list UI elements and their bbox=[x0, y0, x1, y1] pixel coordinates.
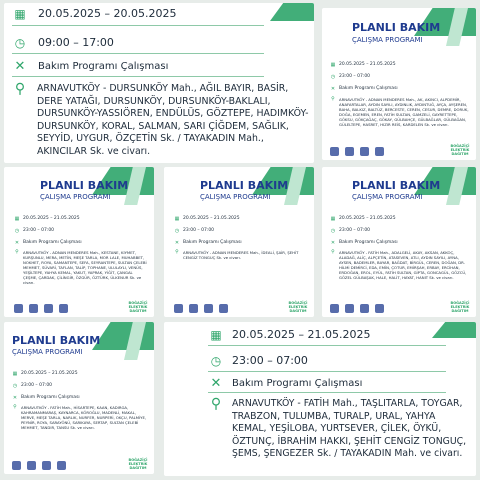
decor-stripe bbox=[270, 3, 314, 21]
card-title: PLANLI BAKIM bbox=[352, 21, 441, 34]
phone-icon bbox=[27, 461, 36, 470]
date-row bbox=[330, 62, 396, 68]
time-text: 23:00 – 07:00 bbox=[339, 74, 371, 79]
work-text: Bakım Programı Çalışması bbox=[23, 240, 82, 245]
phone-icon bbox=[345, 304, 354, 313]
x-icon bbox=[59, 304, 68, 313]
date-text: 20.05.2025 – 21.05.2025 bbox=[21, 371, 78, 376]
social-icons bbox=[330, 147, 384, 156]
phone-icon bbox=[29, 304, 38, 313]
address-text: ARNAVUTKÖY - ADNAN MENDERES Mah., İDEALİ, ŞAİR, ŞEHİT CENGİZ TONGUÇ Sk. ve civarı. bbox=[183, 250, 299, 260]
social-icons bbox=[14, 304, 68, 313]
card-title: PLANLI BAKIM bbox=[352, 179, 441, 192]
card-middle-left bbox=[4, 167, 154, 317]
date-row bbox=[12, 371, 78, 377]
card-subtitle: ÇALIŞMA PROGRAMI bbox=[12, 348, 83, 356]
tools-icon: ✕ bbox=[14, 240, 20, 246]
facebook-icon bbox=[360, 147, 369, 156]
time-row bbox=[12, 383, 52, 389]
work-row bbox=[12, 59, 168, 74]
globe-icon bbox=[14, 304, 23, 313]
calendar-icon: ▦ bbox=[14, 7, 26, 21]
work-text: Bakım Programı Çalışması bbox=[38, 61, 169, 72]
phone-icon bbox=[345, 147, 354, 156]
card-large-bottom bbox=[164, 322, 476, 476]
work-text: Bakım Programı Çalışması bbox=[21, 395, 80, 400]
social-icons bbox=[330, 304, 384, 313]
social-icons bbox=[12, 461, 66, 470]
map-pin-icon: ⚲ bbox=[210, 396, 222, 412]
date-text: 20.05.2025 – 21.05.2025 bbox=[23, 216, 80, 221]
divider bbox=[12, 25, 264, 26]
decor-stripe bbox=[432, 322, 476, 338]
tools-icon: ✕ bbox=[210, 376, 222, 391]
map-pin-icon: ⚲ bbox=[175, 249, 179, 255]
time-text: 23:00 – 07:00 bbox=[339, 228, 371, 233]
facebook-icon bbox=[204, 304, 213, 313]
date-text: 20.05.2025 – 21.05.2025 bbox=[232, 328, 371, 341]
calendar-icon: ▦ bbox=[14, 216, 20, 222]
x-icon bbox=[375, 147, 384, 156]
card-subtitle: ÇALIŞMA PROGRAMI bbox=[352, 193, 423, 201]
time-text: 23:00 – 07:00 bbox=[183, 228, 215, 233]
date-text: 20.05.2025 – 21.05.2025 bbox=[339, 62, 396, 67]
tools-icon: ✕ bbox=[14, 59, 26, 74]
date-text: 20.05.2025 – 21.05.2025 bbox=[183, 216, 240, 221]
clock-icon: ◷ bbox=[12, 383, 18, 389]
divider bbox=[208, 345, 446, 346]
address-text: ARNAVUTKÖY - ADNAN MENDERES Mah., KESTANE, KIYMET, KURŞUNLU, MERA, METİN, MEŞE TARLA, MOR LALE, MUHABBET, NOKHET, ROYA, SAMANTEPE, SEFA, SEYRANTEPE, SULTAN ÇELEBİ MEHMET, SÜVARİ, TAFLAN, TALİP, TOPHANE, ULULAYLI, VENÜS, YEŞİLTEPE, YAHYA KEMAL, YAKUT, YAPRAK, YİĞİT, ÇANGAL ÇEŞME, ÇARDAK, ÇİLİNGİR, ÖZGÜR, ÖZTÜRK, ÜLKENUR Sk. ve civarı. bbox=[23, 250, 147, 285]
time-row bbox=[12, 36, 114, 50]
date-text: 20.05.2025 – 21.05.2025 bbox=[339, 216, 396, 221]
calendar-icon: ▦ bbox=[12, 371, 18, 377]
card-subtitle: ÇALIŞMA PROGRAMI bbox=[40, 193, 111, 201]
clock-icon: ◷ bbox=[174, 228, 180, 234]
clock-icon: ◷ bbox=[330, 74, 336, 80]
work-row bbox=[14, 240, 82, 246]
card-middle-center bbox=[164, 167, 314, 317]
time-row bbox=[330, 74, 370, 80]
work-row bbox=[330, 86, 398, 92]
map-pin-icon: ⚲ bbox=[331, 96, 335, 102]
card-top-right bbox=[322, 8, 476, 160]
work-row bbox=[12, 395, 80, 401]
card-bottom-left bbox=[4, 322, 154, 474]
company-logo: BOĞAZİÇİ ELEKTRİK DAĞITIM bbox=[128, 458, 148, 470]
tools-icon: ✕ bbox=[174, 240, 180, 246]
clock-icon: ◷ bbox=[14, 36, 26, 50]
globe-icon bbox=[330, 304, 339, 313]
time-text: 23:00 – 07:00 bbox=[21, 383, 53, 388]
map-pin-icon: ⚲ bbox=[331, 249, 335, 255]
time-row bbox=[208, 354, 308, 368]
x-icon bbox=[219, 304, 228, 313]
facebook-icon bbox=[42, 461, 51, 470]
work-row bbox=[208, 376, 362, 391]
divider bbox=[208, 371, 446, 372]
tools-icon: ✕ bbox=[330, 240, 336, 246]
date-row bbox=[330, 216, 396, 222]
company-logo: BOĞAZİÇİ ELEKTRİK DAĞITIM bbox=[128, 301, 148, 313]
date-row bbox=[174, 216, 240, 222]
calendar-icon: ▦ bbox=[330, 216, 336, 222]
company-logo: BOĞAZİÇİ ELEKTRİK DAĞITIM bbox=[450, 144, 470, 156]
tools-icon: ✕ bbox=[330, 86, 336, 92]
card-title: PLANLI BAKIM bbox=[40, 179, 129, 192]
date-text: 20.05.2025 – 20.05.2025 bbox=[38, 7, 177, 20]
x-icon bbox=[375, 304, 384, 313]
divider bbox=[12, 76, 264, 77]
time-row bbox=[14, 228, 54, 234]
card-title: PLANLI BAKIM bbox=[200, 179, 289, 192]
globe-icon bbox=[174, 304, 183, 313]
work-row bbox=[174, 240, 242, 246]
time-text: 23:00 – 07:00 bbox=[232, 354, 308, 367]
time-text: 23:00 – 07:00 bbox=[23, 228, 55, 233]
clock-icon: ◷ bbox=[330, 228, 336, 234]
company-logo: BOĞAZİÇİ ELEKTRİK DAĞITIM bbox=[450, 301, 470, 313]
tools-icon: ✕ bbox=[12, 395, 18, 401]
time-text: 09:00 – 17:00 bbox=[38, 36, 114, 49]
card-middle-right bbox=[322, 167, 476, 317]
clock-icon: ◷ bbox=[210, 354, 222, 368]
date-row bbox=[12, 7, 176, 21]
globe-icon bbox=[330, 147, 339, 156]
work-text: Bakım Programı Çalışması bbox=[339, 86, 398, 91]
address-text: ARNAVUTKÖY - FATİH Mah., TAŞLITARLA, TOYGAR, TRABZON, TULUMBA, TURALP, URAL, YAHYA KEMAL, YEŞİLOBA, YURTSEVER, ÇİLEK, ÖYKÜ, ÖZTUNÇ, İBRAHİM HAKKI, ŞEHİT CENGİZ TONGUÇ, ŞEMS, ŞENGEZER Sk. / TAYAKADIN Mah. ve civarı. bbox=[232, 398, 467, 460]
card-subtitle: ÇALIŞMA PROGRAMI bbox=[200, 193, 271, 201]
address-text: ARNAVUTKÖY - FATİH Mah., ADALGELİ, AKAY, AKSAN, AKKOÇ, ALADAĞ, ALİÇ, ALPÇETİN, ATASEVEN, ATLI, AYDIN SAYILI, AYNA, AYSEN, BADEMLER, BAYAR, BAĞDAT, BİRGÜL, CEREN, DOĞAN, DR. HİLMİ DEMİRCİ, EDA, EMİN, ÇOTUR, EMİRŞAH, ERBAY, ERCİHAN, ERDOĞAN, EROL, EYÜL, FATİH SULTAN, GİPTA, GONCAGÜL, GÖZCÜ, GÖZEL GÜLBAŞAK, HALE, HALİT, HAYAT, HANIT Sk. ve civarı. bbox=[339, 250, 467, 280]
work-text: Bakım Programı Çalışması bbox=[183, 240, 242, 245]
work-text: Bakım Programı Çalışması bbox=[339, 240, 398, 245]
work-row bbox=[330, 240, 398, 246]
social-icons bbox=[174, 304, 228, 313]
address-text: ARNAVUTKÖY - ADNAN MENDERES Mah., AK, AKINCI, ALPDEMİR, ANAFARTALAR, AYDIN SAYILI, AYDINLIK, AYDINTUĞ, AYÇA, AYŞEREN, BAHA, BALKIZ, BALTÜZ, BERCESTE, CEREN, CESUR, DEMRE, DORUK, DOĞA, EGEMEN, EREN, FATİH SULTAN, GAMZELİ, GAYRETTEPE, GÖKSU, GÖKÇAĞAÇ, GÖKAY, GÜLBAHÇE, GÜLBAĞLAR, GÜLBAĞAN, GÜLELTEPE, HASRET, HIZIR REİS, KARDELEN Sk. ve civarı. bbox=[339, 97, 469, 127]
calendar-icon: ▦ bbox=[330, 62, 336, 68]
time-row bbox=[330, 228, 370, 234]
map-pin-icon: ⚲ bbox=[14, 81, 26, 97]
date-row bbox=[208, 328, 370, 342]
card-title: PLANLI BAKIM bbox=[12, 334, 101, 347]
map-pin-icon: ⚲ bbox=[15, 249, 19, 255]
map-pin-icon: ⚲ bbox=[13, 404, 17, 410]
globe-icon bbox=[12, 461, 21, 470]
date-row bbox=[14, 216, 80, 222]
x-icon bbox=[57, 461, 66, 470]
company-logo: BOĞAZİÇİ ELEKTRİK DAĞITIM bbox=[288, 301, 308, 313]
clock-icon: ◷ bbox=[14, 228, 20, 234]
facebook-icon bbox=[360, 304, 369, 313]
divider bbox=[208, 392, 446, 393]
address-text: ARNAVUTKÖY - FATİH Mah., HİSARTEPE, KAAN, KADIRGA, KAHRAMANMARAŞ, KAYNARCA, KÖROĞLU, MADENLİ, MAKAL, MERVE, MEŞE TARLA, NARLIK, NURFER, NURPERİ, OKÇU, PALMİYE, PEYNİR, ROYA, SARAYÖNÜ, SARIKAYA, SERTAP, SULTAN ÇELEBİ MEHMET, TANDIR, TANSU Sk. ve civarı. bbox=[21, 405, 147, 430]
card-large-top bbox=[4, 3, 314, 163]
work-text: Bakım Programı Çalışması bbox=[232, 378, 363, 389]
calendar-icon: ▦ bbox=[174, 216, 180, 222]
divider bbox=[12, 53, 264, 54]
card-subtitle: ÇALIŞMA PROGRAMI bbox=[352, 36, 423, 44]
time-row bbox=[174, 228, 214, 234]
calendar-icon: ▦ bbox=[210, 328, 222, 342]
facebook-icon bbox=[44, 304, 53, 313]
phone-icon bbox=[189, 304, 198, 313]
address-text: ARNAVUTKÖY - DURSUNKÖY Mah., AĞIL BAYIR, BASİR, DERE YATAĞI, DURSUNKÖY, DURSUNKÖY-BAKLALI, DURSUNKÖY-YASSIÖREN, ENDÜLÜS, GÖZTEPE, HADIMKÖY-DURSUNKÖY, KORAL, SALMAN, SARI ÇİĞDEM, SAĞLIK, SEYYİD, UYGUR, ÖZÇETİN Sk. / TAYAKADIN Mah., AKINCILAR Sk. ve civarı. bbox=[37, 83, 309, 157]
